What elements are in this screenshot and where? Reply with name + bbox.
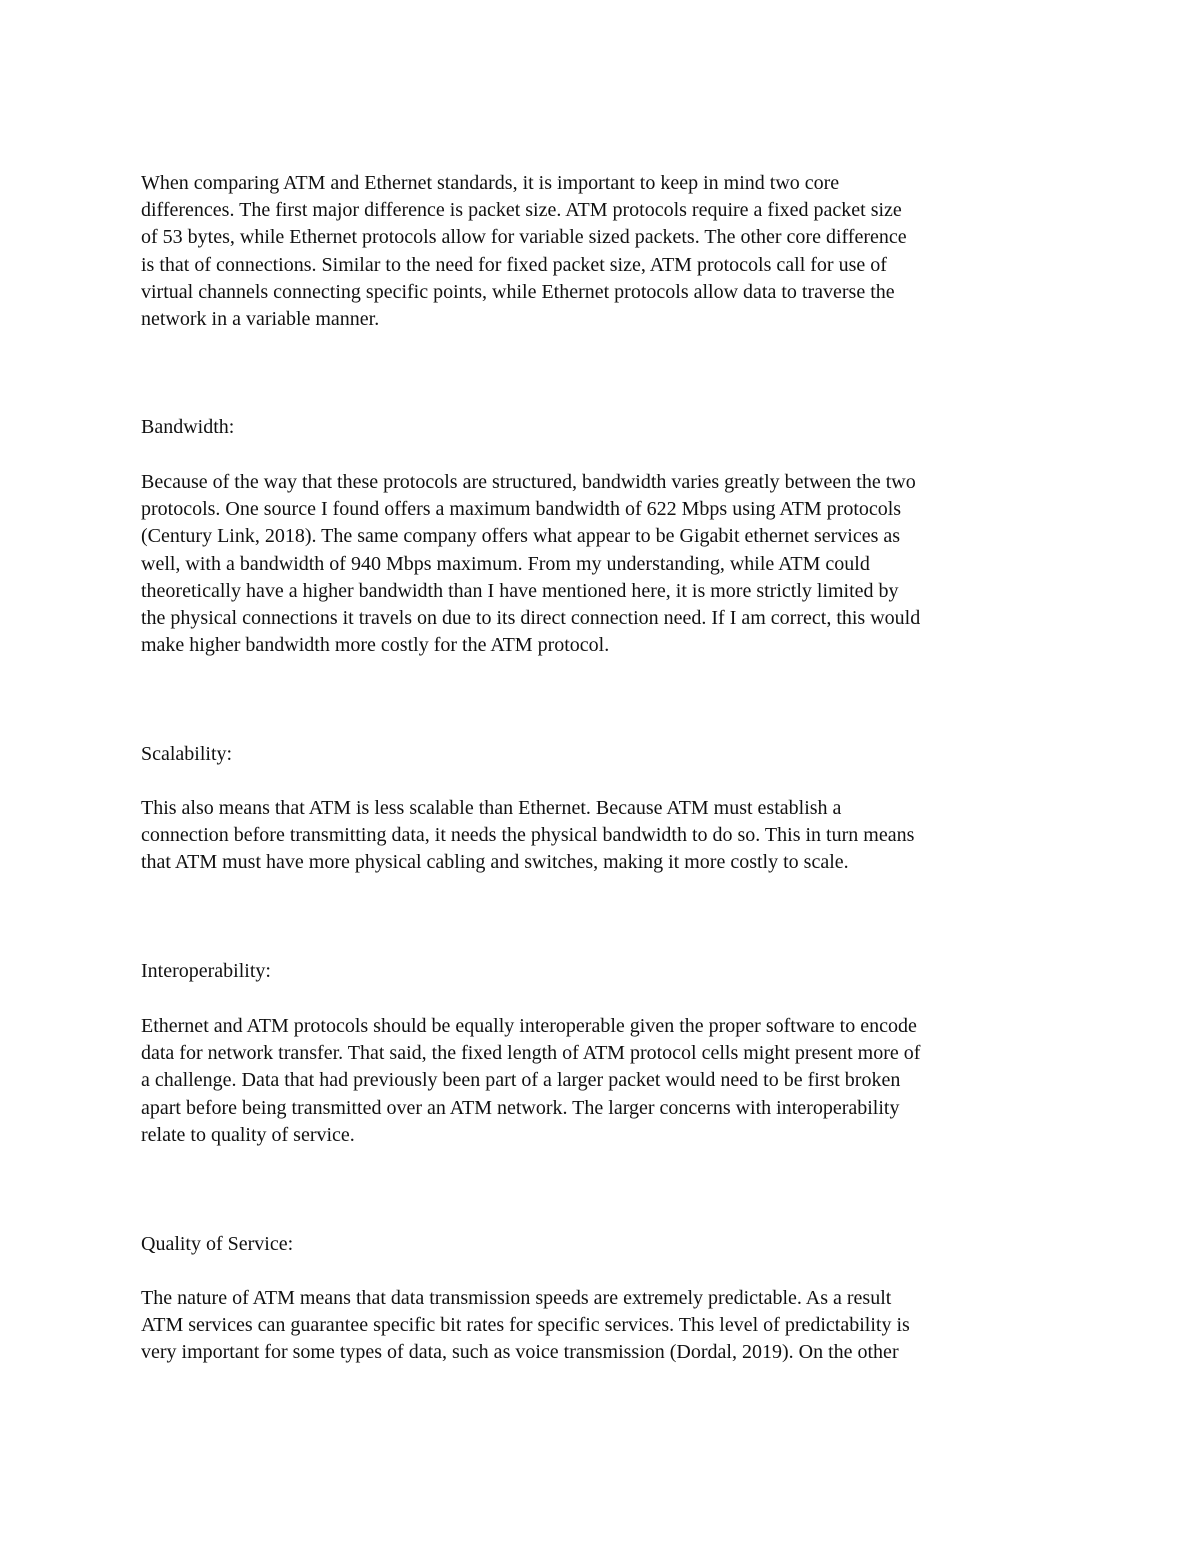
- paragraph-line: is that of connections. Similar to the need for fixed packet size, ATM protocols call for use of: [141, 253, 887, 276]
- paragraph-line: Ethernet and ATM protocols should be equally interoperable given the proper software to encode: [141, 1015, 917, 1037]
- paragraph-line: network in a variable manner.: [141, 308, 380, 331]
- paragraph-line: relate to quality of service.: [141, 1123, 355, 1146]
- quality-of-service-heading: Quality of Service:: [141, 1233, 294, 1255]
- paragraph-line: (Century Link, 2018). The same company offers what appear to be Gigabit ethernet services as: [141, 525, 901, 548]
- paragraph-line: This also means that ATM is less scalable than Ethernet. Because ATM must establish a: [141, 797, 842, 819]
- quality-of-service-paragraph: [141, 1285, 1071, 1367]
- paragraph-line: well, with a bandwidth of 940 Mbps maximum. From my understanding, while ATM could: [141, 552, 870, 575]
- scalability-paragraph: [141, 795, 1071, 877]
- paragraph-line: theoretically have a higher bandwidth than I have mentioned here, it is more strictly limited by: [141, 579, 899, 602]
- intro-paragraph: [141, 170, 1071, 333]
- scalability-heading: Scalability:: [141, 743, 233, 765]
- paragraph-line: of 53 bytes, while Ethernet protocols allow for variable sized packets. The other core difference: [141, 226, 907, 249]
- paragraph-line: make higher bandwidth more costly for the ATM protocol.: [141, 634, 610, 657]
- paragraph-line: virtual channels connecting specific points, while Ethernet protocols allow data to traverse the: [141, 280, 895, 303]
- interoperability-heading: Interoperability:: [141, 960, 271, 982]
- paragraph-line: The nature of ATM means that data transmission speeds are extremely predictable. As a result: [141, 1287, 892, 1309]
- paragraph-line: When comparing ATM and Ethernet standards, it is important to keep in mind two core: [141, 172, 840, 194]
- paragraph-line: differences. The first major difference is packet size. ATM protocols require a fixed packet size: [141, 199, 902, 222]
- paragraph-line: protocols. One source I found offers a maximum bandwidth of 622 Mbps using ATM protocols: [141, 498, 902, 521]
- paragraph-line: very important for some types of data, such as voice transmission (Dordal, 2019). On the other: [141, 1341, 899, 1364]
- bandwidth-paragraph: [141, 469, 1071, 659]
- paragraph-line: data for network transfer. That said, the fixed length of ATM protocol cells might present more of: [141, 1042, 921, 1065]
- paragraph-line: connection before transmitting data, it needs the physical bandwidth to do so. This in turn means: [141, 824, 915, 847]
- paragraph-line: a challenge. Data that had previously been part of a larger packet would need to be first broken: [141, 1069, 901, 1092]
- bandwidth-heading: Bandwidth:: [141, 416, 235, 438]
- interoperability-paragraph: [141, 1013, 1071, 1149]
- paragraph-line: the physical connections it travels on due to its direct connection need. If I am correct, this would: [141, 607, 921, 630]
- paragraph-line: ATM services can guarantee specific bit rates for specific services. This level of predictability is: [141, 1314, 910, 1337]
- paragraph-line: apart before being transmitted over an ATM network. The larger concerns with interoperability: [141, 1096, 900, 1119]
- paragraph-line: Because of the way that these protocols are structured, bandwidth varies greatly between the two: [141, 471, 916, 493]
- paragraph-line: that ATM must have more physical cabling and switches, making it more costly to scale.: [141, 851, 849, 874]
